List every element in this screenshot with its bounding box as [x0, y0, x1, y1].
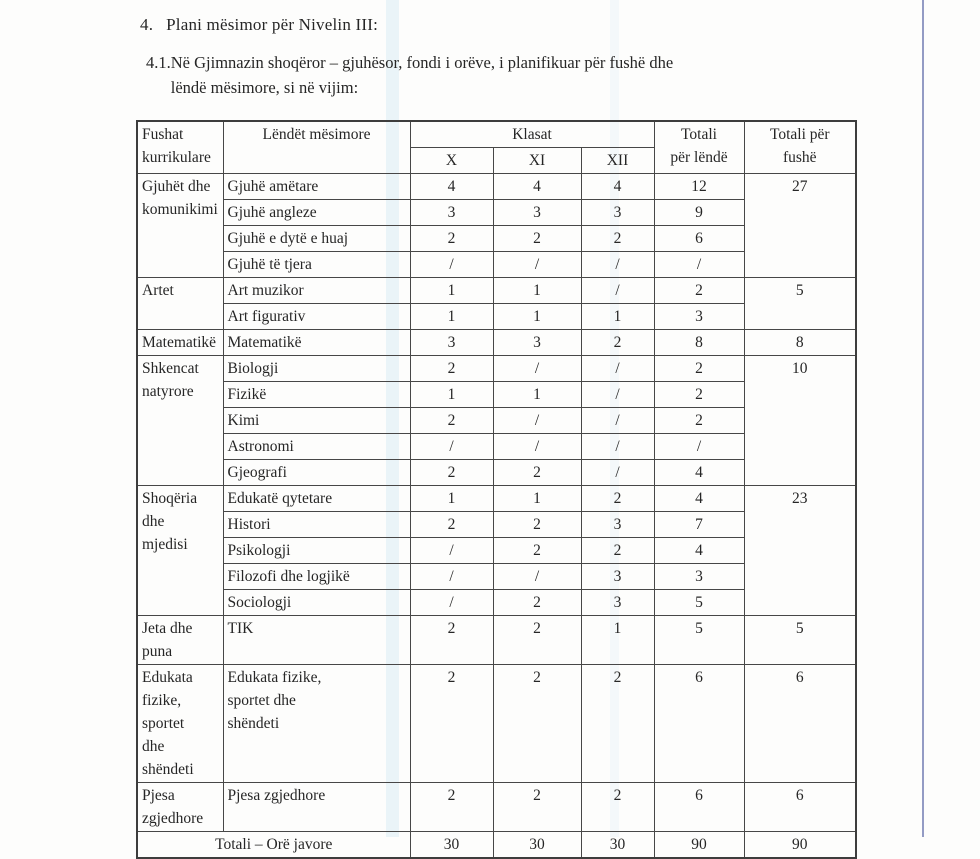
- hours-x: 1: [410, 278, 493, 304]
- subject-cell: Art figurativ: [223, 304, 410, 330]
- field-total-1: 5: [744, 278, 856, 330]
- hours-xii: /: [581, 460, 654, 486]
- subject-total: 6: [654, 783, 744, 832]
- subject-cell: Astronomi: [223, 434, 410, 460]
- hours-x: /: [410, 590, 493, 616]
- subject-total: 2: [654, 278, 744, 304]
- plan-table-body: [137, 174, 856, 832]
- scan-edge-line: [922, 0, 924, 837]
- subject-total: /: [654, 434, 744, 460]
- table-row: [137, 616, 856, 665]
- hours-xi: 3: [493, 200, 581, 226]
- subject-cell: Pjesa zgjedhore: [223, 783, 410, 832]
- subject-total: 3: [654, 564, 744, 590]
- subject-cell: Kimi: [223, 408, 410, 434]
- subsection-paragraph: [146, 50, 871, 100]
- hours-xii: /: [581, 356, 654, 382]
- subject-total: /: [654, 252, 744, 278]
- header-totali-per-fushe: Totali për fushë: [744, 121, 856, 174]
- hours-xi: 2: [493, 590, 581, 616]
- hours-xi: /: [493, 564, 581, 590]
- hours-xi: 2: [493, 512, 581, 538]
- hours-xi: 1: [493, 278, 581, 304]
- totals-xii: 30: [581, 832, 654, 859]
- subsection-text: Në Gjimnazin shoqëror – gjuhësor, fondi i orëve, i planifikuar për fushë dhe lëndë mësimore, si në vijim:: [170, 53, 674, 97]
- subject-total: 4: [654, 538, 744, 564]
- hours-xi: 2: [493, 538, 581, 564]
- hours-xii: /: [581, 434, 654, 460]
- subject-total: 2: [654, 408, 744, 434]
- header-lendet-mesimore: Lëndët mësimore: [223, 121, 410, 174]
- hours-xi: 2: [493, 460, 581, 486]
- field-cell-0: Gjuhët dhe komunikimi: [137, 174, 223, 278]
- hours-xii: 3: [581, 200, 654, 226]
- hours-x: 3: [410, 330, 493, 356]
- hours-xii: 3: [581, 590, 654, 616]
- header-class-xii: XII: [581, 148, 654, 174]
- subject-total: 12: [654, 174, 744, 200]
- subject-cell: Histori: [223, 512, 410, 538]
- hours-xii: /: [581, 382, 654, 408]
- subject-total: 5: [654, 616, 744, 665]
- subject-cell: Gjuhë angleze: [223, 200, 410, 226]
- subsection-number: 4.1.: [146, 53, 171, 72]
- hours-xii: /: [581, 252, 654, 278]
- subject-total: 5: [654, 590, 744, 616]
- subject-total: 2: [654, 382, 744, 408]
- hours-x: /: [410, 564, 493, 590]
- hours-xii: 1: [581, 304, 654, 330]
- hours-x: 2: [410, 226, 493, 252]
- field-cell-3: Shkencat natyrore: [137, 356, 223, 486]
- subject-cell: Sociologji: [223, 590, 410, 616]
- hours-xi: 1: [493, 304, 581, 330]
- field-cell-4: Shoqëria dhe mjedisi: [137, 486, 223, 616]
- subject-cell: Edukata fizike, sportet dhe shëndeti: [223, 665, 410, 783]
- subject-cell: Art muzikor: [223, 278, 410, 304]
- hours-xii: /: [581, 408, 654, 434]
- hours-xii: 2: [581, 783, 654, 832]
- subject-total: 4: [654, 486, 744, 512]
- table-row: [137, 278, 856, 304]
- header-totali-per-lende: Totali për lëndë: [654, 121, 744, 174]
- hours-x: 2: [410, 512, 493, 538]
- section-heading: [140, 15, 378, 35]
- subject-total: 6: [654, 226, 744, 252]
- table-row: [137, 330, 856, 356]
- field-total-4: 23: [744, 486, 856, 616]
- totals-x: 30: [410, 832, 493, 859]
- hours-xii: 1: [581, 616, 654, 665]
- hours-xi: 2: [493, 783, 581, 832]
- subject-cell: Gjuhë amëtare: [223, 174, 410, 200]
- subject-total: 9: [654, 200, 744, 226]
- hours-xii: 3: [581, 512, 654, 538]
- subject-cell: Fizikë: [223, 382, 410, 408]
- field-total-7: 6: [744, 783, 856, 832]
- hours-xi: /: [493, 408, 581, 434]
- hours-x: /: [410, 434, 493, 460]
- hours-xii: 3: [581, 564, 654, 590]
- field-cell-7: Pjesa zgjedhore: [137, 783, 223, 832]
- field-total-5: 5: [744, 616, 856, 665]
- header-klasat: Klasat: [410, 121, 654, 148]
- table-header: [137, 121, 856, 174]
- field-cell-2: Matematikë: [137, 330, 223, 356]
- subject-cell: Matematikë: [223, 330, 410, 356]
- field-total-0: 27: [744, 174, 856, 278]
- subject-cell: Gjuhë e dytë e huaj: [223, 226, 410, 252]
- hours-xi: 3: [493, 330, 581, 356]
- hours-xii: 4: [581, 174, 654, 200]
- hours-x: 2: [410, 616, 493, 665]
- hours-x: 4: [410, 174, 493, 200]
- hours-x: /: [410, 538, 493, 564]
- hours-xi: /: [493, 434, 581, 460]
- hours-xi: 1: [493, 382, 581, 408]
- hours-xii: 2: [581, 330, 654, 356]
- table-footer: [137, 832, 856, 859]
- hours-x: 2: [410, 408, 493, 434]
- hours-x: 2: [410, 783, 493, 832]
- subject-cell: Edukatë qytetare: [223, 486, 410, 512]
- section-title: Plani mësimor për Nivelin III:: [166, 15, 378, 34]
- totals-label: Totali – Orë javore: [137, 832, 410, 859]
- header-fushat-kurrikulare: Fushat kurrikulare: [137, 121, 223, 174]
- hours-x: 2: [410, 665, 493, 783]
- subject-total: 6: [654, 665, 744, 783]
- table-row: [137, 783, 856, 832]
- subject-total: 8: [654, 330, 744, 356]
- totals-xi: 30: [493, 832, 581, 859]
- field-total-3: 10: [744, 356, 856, 486]
- subject-cell: Filozofi dhe logjikë: [223, 564, 410, 590]
- subject-cell: Gjeografi: [223, 460, 410, 486]
- hours-xi: 2: [493, 616, 581, 665]
- field-cell-6: Edukata fizike, sportet dhe shëndeti: [137, 665, 223, 783]
- hours-xii: 2: [581, 538, 654, 564]
- hours-xii: 2: [581, 665, 654, 783]
- hours-xi: 2: [493, 665, 581, 783]
- table-row: [137, 486, 856, 512]
- hours-xii: 2: [581, 226, 654, 252]
- field-total-6: 6: [744, 665, 856, 783]
- field-cell-1: Artet: [137, 278, 223, 330]
- hours-x: 1: [410, 304, 493, 330]
- subject-total: 3: [654, 304, 744, 330]
- header-class-x: X: [410, 148, 493, 174]
- hours-x: 3: [410, 200, 493, 226]
- hours-xi: 1: [493, 486, 581, 512]
- curriculum-table: [136, 120, 857, 859]
- subject-total: 2: [654, 356, 744, 382]
- subject-total: 7: [654, 512, 744, 538]
- hours-xi: 4: [493, 174, 581, 200]
- header-class-xi: XI: [493, 148, 581, 174]
- totals-per-lende: 90: [654, 832, 744, 859]
- hours-x: /: [410, 252, 493, 278]
- totals-per-fushe: 90: [744, 832, 856, 859]
- hours-xii: 2: [581, 486, 654, 512]
- table-row: [137, 665, 856, 783]
- hours-x: 2: [410, 356, 493, 382]
- subject-cell: Gjuhë të tjera: [223, 252, 410, 278]
- table-row: [137, 356, 856, 382]
- hours-x: 2: [410, 460, 493, 486]
- hours-x: 1: [410, 382, 493, 408]
- hours-xi: /: [493, 356, 581, 382]
- hours-xi: 2: [493, 226, 581, 252]
- field-total-2: 8: [744, 330, 856, 356]
- totals-row: [137, 832, 856, 859]
- hours-xi: /: [493, 252, 581, 278]
- hours-x: 1: [410, 486, 493, 512]
- section-number: 4.: [140, 15, 154, 34]
- field-cell-5: Jeta dhe puna: [137, 616, 223, 665]
- hours-xii: /: [581, 278, 654, 304]
- subject-cell: Biologji: [223, 356, 410, 382]
- subject-total: 4: [654, 460, 744, 486]
- subject-cell: Psikologji: [223, 538, 410, 564]
- subject-cell: TIK: [223, 616, 410, 665]
- table-row: [137, 174, 856, 200]
